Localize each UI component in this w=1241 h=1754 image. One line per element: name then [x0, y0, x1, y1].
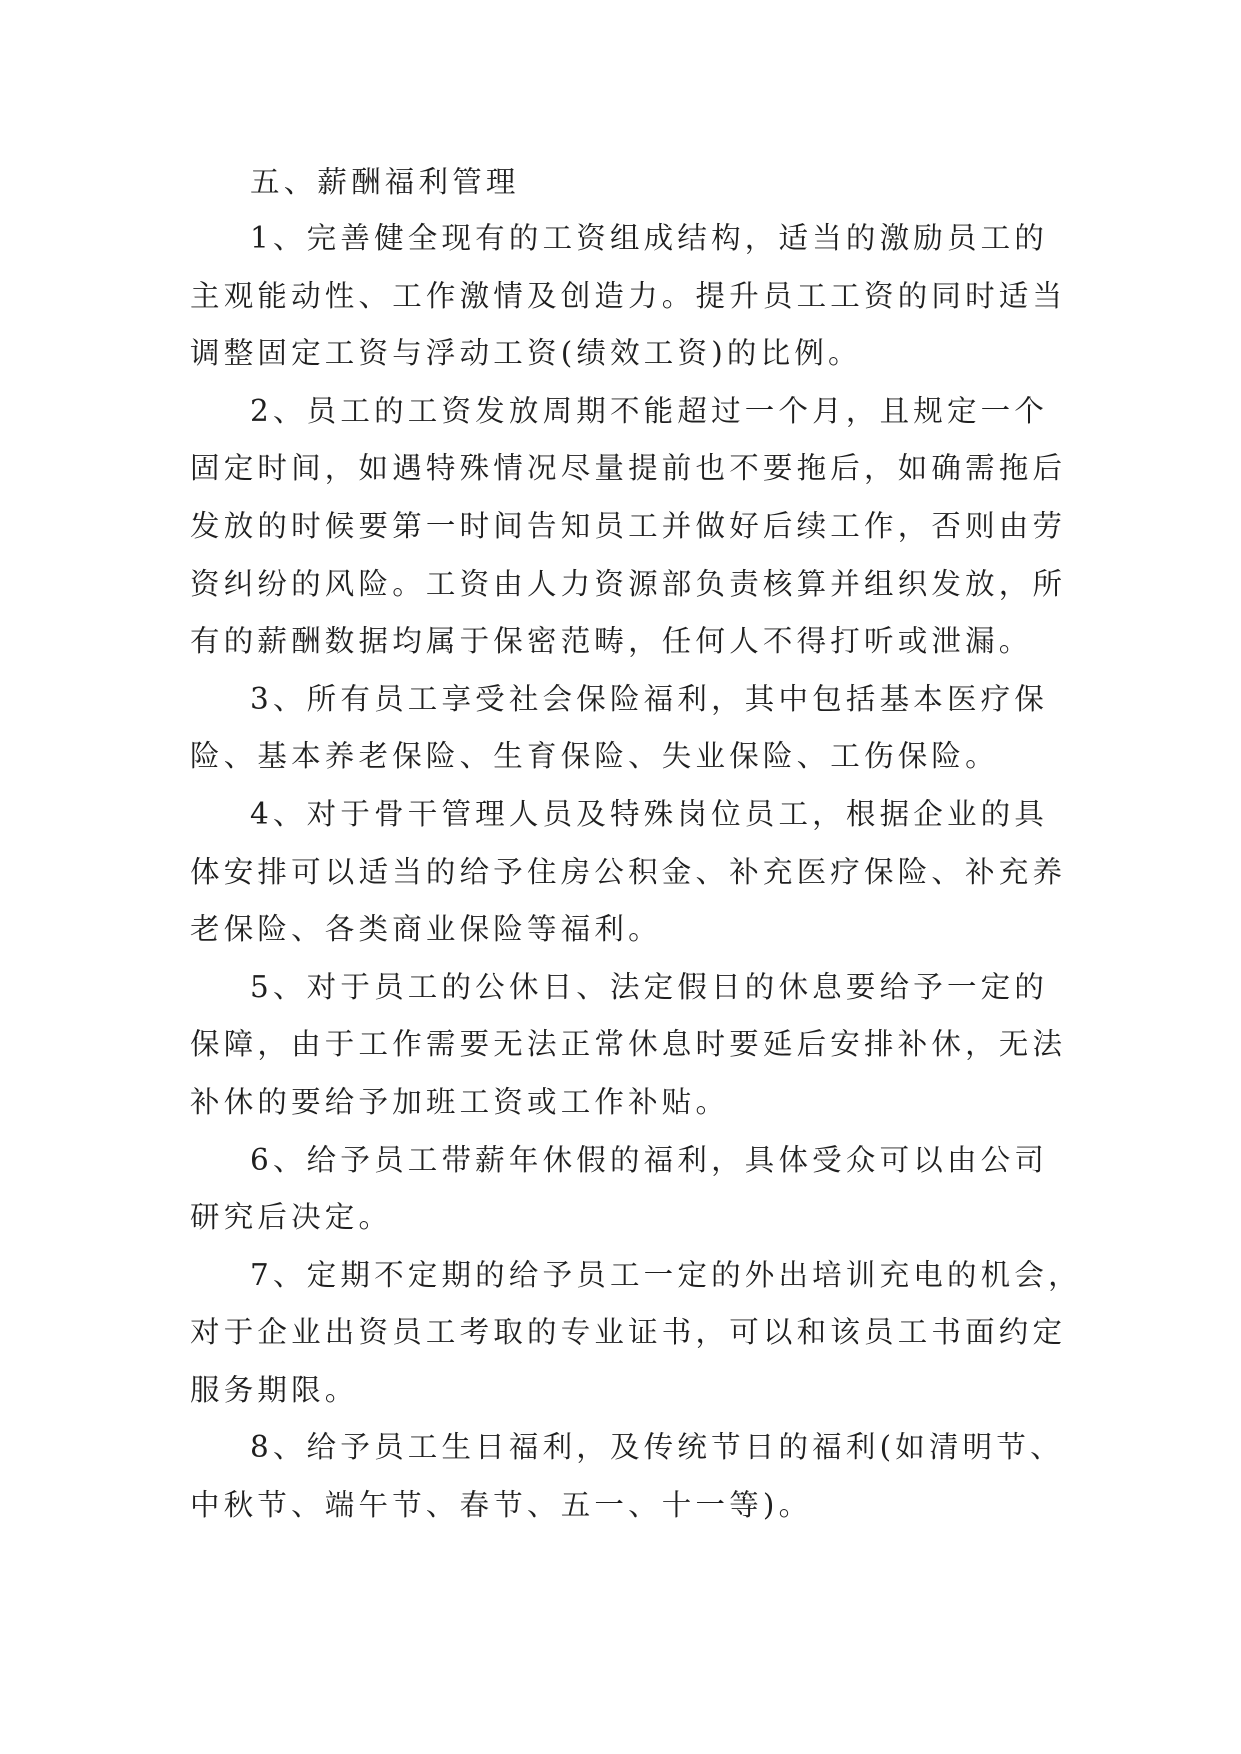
- paragraph-line: 资纠纷的风险。工资由人力资源部负责核算并组织发放，所: [190, 566, 1067, 601]
- paragraph-line: 主观能动性、工作激情及创造力。提升员工工资的同时适当: [190, 278, 1067, 313]
- section-heading: 五、薪酬福利管理: [250, 165, 520, 199]
- paragraph-line: 体安排可以适当的给予住房公积金、补充医疗保险、补充养: [190, 854, 1067, 889]
- paragraph-line: 险、基本养老保险、生育保险、失业保险、工伤保险。: [190, 739, 999, 774]
- paragraph-5: [190, 959, 1067, 1132]
- paragraph-line: 2、员工的工资发放周期不能超过一个月，且规定一个: [250, 393, 1049, 428]
- paragraph-line: 保障，由于工作需要无法正常休息时要延后安排补休，无法: [190, 1027, 1067, 1062]
- paragraph-line: 6、给予员工带薪年休假的福利，具体受众可以由公司: [250, 1142, 1049, 1177]
- paragraph-line: 固定时间，如遇特殊情况尽量提前也不要拖后，如确需拖后: [190, 451, 1067, 486]
- paragraph-line: 对于企业出资员工考取的专业证书，可以和该员工书面约定: [190, 1315, 1067, 1350]
- paragraph-1: [190, 210, 1067, 383]
- paragraph-line: 4、对于骨干管理人员及特殊岗位员工，根据企业的具: [250, 796, 1049, 831]
- paragraph-2: [190, 383, 1067, 671]
- paragraph-line: 7、定期不定期的给予员工一定的外出培训充电的机会，: [250, 1257, 1082, 1292]
- paragraph-line: 研究后决定。: [190, 1200, 393, 1235]
- paragraph-line: 发放的时候要第一时间告知员工并做好后续工作，否则由劳: [190, 508, 1067, 543]
- paragraph-3: [190, 671, 1050, 786]
- paragraph-6: [190, 1132, 1050, 1247]
- paragraph-line: 老保险、各类商业保险等福利。: [190, 912, 662, 947]
- paragraph-line: 3、所有员工享受社会保险福利，其中包括基本医疗保: [250, 681, 1049, 716]
- document-body: [190, 154, 1082, 1535]
- paragraph-line: 中秋节、端午节、春节、五一、十一等)。: [190, 1488, 813, 1523]
- paragraph-4: [190, 786, 1067, 959]
- paragraph-8: [190, 1419, 1064, 1534]
- paragraph-line: 1、完善健全现有的工资组成结构，适当的激励员工的: [250, 221, 1049, 255]
- paragraph-line: 8、给予员工生日福利，及传统节日的福利(如清明节、: [250, 1430, 1064, 1465]
- paragraph-line: 调整固定工资与浮动工资(绩效工资)的比例。: [190, 336, 862, 371]
- paragraph-line: 有的薪酬数据均属于保密范畴，任何人不得打听或泄漏。: [190, 624, 1033, 659]
- paragraph-line: 服务期限。: [190, 1372, 359, 1407]
- paragraph-7: [190, 1247, 1082, 1420]
- paragraph-line: 5、对于员工的公休日、法定假日的休息要给予一定的: [250, 969, 1049, 1004]
- paragraph-line: 补休的要给予加班工资或工作补贴。: [190, 1084, 730, 1119]
